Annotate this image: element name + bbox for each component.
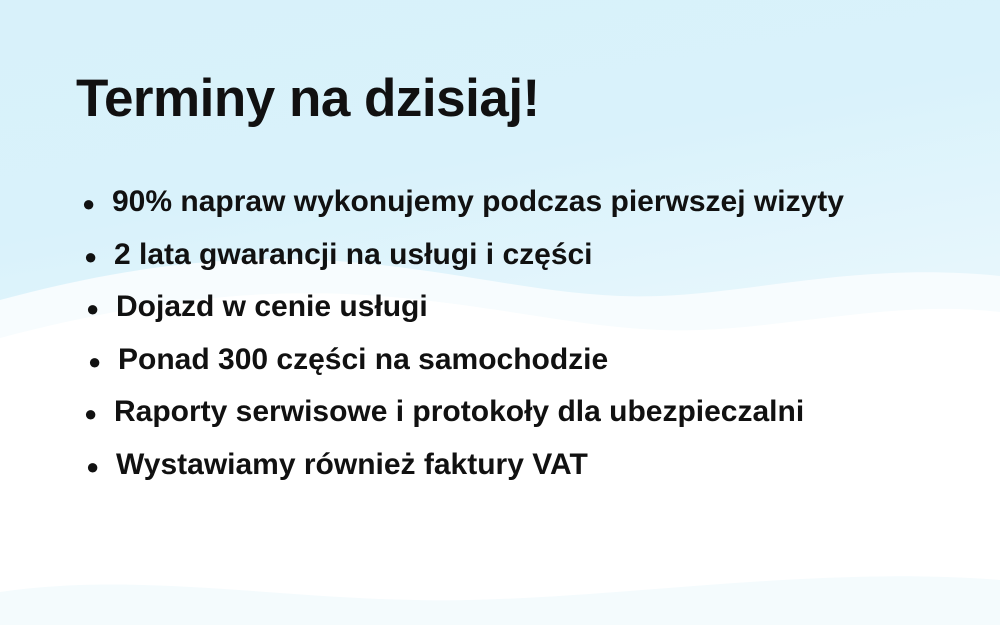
list-item <box>88 343 956 378</box>
list-item-label: 2 lata gwarancji na usługi i części <box>114 237 593 271</box>
list-item <box>84 395 956 430</box>
bullet-list <box>76 185 956 500</box>
list-item-label: Ponad 300 części na samochodzie <box>118 342 609 376</box>
list-item-label: Raporty serwisowe i protokoły dla ubezpieczalni <box>114 395 805 428</box>
bullet-dot-icon: ● <box>86 453 100 479</box>
list-item-label: 90% napraw wykonujemy podczas pierwszej wizyty <box>112 185 844 218</box>
bullet-dot-icon: ● <box>84 243 98 269</box>
page-title: Terminy na dzisiaj! <box>76 69 540 128</box>
list-item <box>86 448 956 483</box>
list-item-label: Dojazd w cenie usługi <box>116 290 428 323</box>
list-item <box>82 185 956 220</box>
list-item-label: Wystawiamy również faktury VAT <box>116 447 588 481</box>
list-item <box>86 290 956 325</box>
bullet-dot-icon: ● <box>86 296 100 321</box>
bullet-dot-icon: ● <box>88 348 102 374</box>
bullet-dot-icon: ● <box>84 401 98 426</box>
bullet-dot-icon: ● <box>82 191 96 216</box>
list-item <box>84 238 956 273</box>
